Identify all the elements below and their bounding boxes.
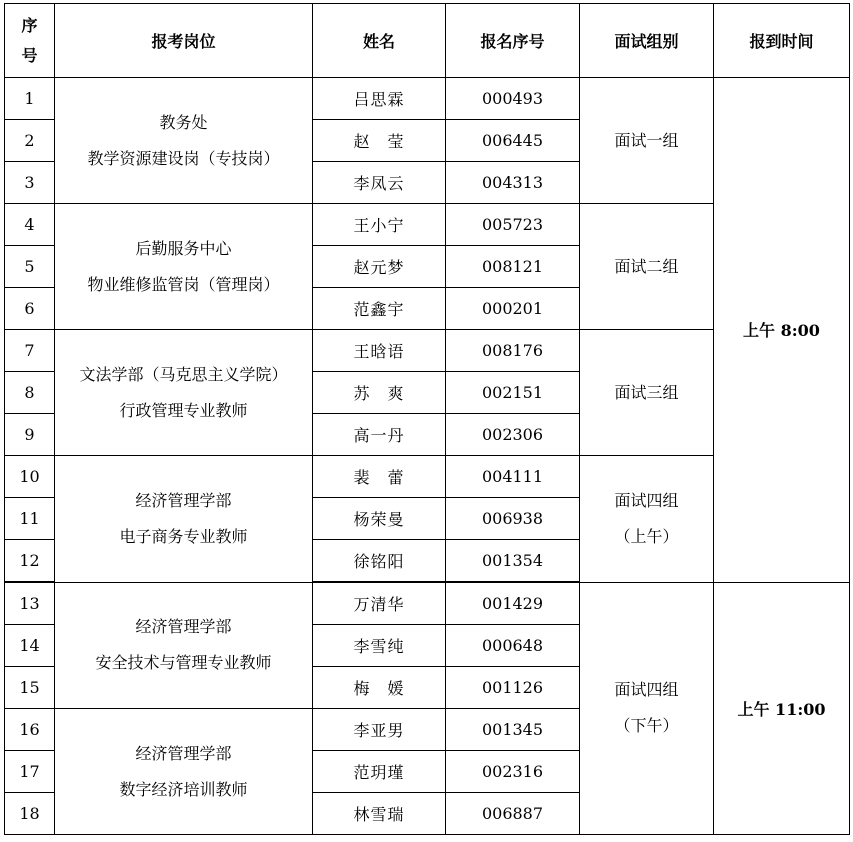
- registration-number: 005723: [446, 204, 580, 246]
- position-dept: 后勤服务中心: [135, 238, 232, 258]
- position-dept: 文法学部（马克思主义学院）: [79, 364, 288, 384]
- registration-number: 001126: [446, 667, 580, 709]
- candidate-name: 高一丹: [313, 414, 446, 456]
- row-index: 8: [5, 372, 55, 414]
- group-cell: [580, 456, 714, 583]
- group-cell: [580, 582, 714, 835]
- registration-number: 004111: [446, 456, 580, 498]
- header-position: 报考岗位: [55, 4, 313, 78]
- group-cell: [580, 78, 714, 204]
- registration-number: 006445: [446, 120, 580, 162]
- position-dept: 经济管理学部: [135, 743, 232, 763]
- header-index-line1: 序: [21, 15, 38, 35]
- registration-number: 002151: [446, 372, 580, 414]
- group-session: （下午）: [614, 716, 679, 736]
- candidate-name: 赵 莹: [313, 120, 446, 162]
- header-reg-no: 报名序号: [446, 4, 580, 78]
- registration-number: 006938: [446, 498, 580, 540]
- row-index: 11: [5, 498, 55, 540]
- table-row: [5, 78, 850, 120]
- header-index-line2: 号: [21, 45, 38, 65]
- row-index: 3: [5, 162, 55, 204]
- row-index: 6: [5, 288, 55, 330]
- candidate-name: 王小宁: [313, 204, 446, 246]
- report-time-cell: 上午 11:00: [714, 582, 850, 835]
- position-title: 安全技术与管理专业教师: [95, 653, 272, 673]
- candidate-name: 李雪纯: [313, 625, 446, 667]
- candidate-name: 吕思霖: [313, 78, 446, 120]
- candidate-name: 徐铭阳: [313, 540, 446, 583]
- row-index: 16: [5, 709, 55, 751]
- candidate-name: 王晗语: [313, 330, 446, 372]
- position-title: 行政管理专业教师: [119, 400, 248, 420]
- candidate-name: 赵元梦: [313, 246, 446, 288]
- row-index: 12: [5, 540, 55, 583]
- candidate-name: 万清华: [313, 582, 446, 625]
- header-index: [5, 4, 55, 78]
- row-index: 14: [5, 625, 55, 667]
- candidate-name: 范玥瑾: [313, 751, 446, 793]
- registration-number: 002316: [446, 751, 580, 793]
- row-index: 2: [5, 120, 55, 162]
- interview-schedule-table: [4, 3, 850, 835]
- candidate-name: 李亚男: [313, 709, 446, 751]
- group-session: （上午）: [614, 526, 679, 546]
- position-cell: [55, 456, 313, 583]
- position-cell: [55, 709, 313, 835]
- row-index: 5: [5, 246, 55, 288]
- group-name: 面试一组: [614, 130, 679, 150]
- registration-number: 001429: [446, 582, 580, 625]
- candidate-name: 杨荣曼: [313, 498, 446, 540]
- header-time: 报到时间: [714, 4, 850, 78]
- registration-number: 006887: [446, 793, 580, 835]
- group-name: 面试四组: [614, 490, 679, 510]
- position-cell: [55, 204, 313, 330]
- position-cell: [55, 78, 313, 204]
- group-name: 面试二组: [614, 256, 679, 276]
- row-index: 7: [5, 330, 55, 372]
- candidate-name: 裴 蕾: [313, 456, 446, 498]
- row-index: 18: [5, 793, 55, 835]
- registration-number: 008121: [446, 246, 580, 288]
- position-title: 电子商务专业教师: [119, 526, 248, 546]
- group-name: 面试四组: [614, 680, 679, 700]
- group-name: 面试三组: [614, 382, 679, 402]
- registration-number: 000648: [446, 625, 580, 667]
- position-cell: [55, 330, 313, 456]
- registration-number: 000493: [446, 78, 580, 120]
- header-row: [5, 4, 850, 78]
- candidate-name: 梅 媛: [313, 667, 446, 709]
- row-index: 9: [5, 414, 55, 456]
- table-row: [5, 582, 850, 625]
- registration-number: 002306: [446, 414, 580, 456]
- header-name: 姓名: [313, 4, 446, 78]
- group-cell: [580, 204, 714, 330]
- position-title: 物业维修监管岗（管理岗）: [87, 274, 280, 294]
- row-index: 10: [5, 456, 55, 498]
- position-dept: 经济管理学部: [135, 617, 232, 637]
- position-title: 教学资源建设岗（专技岗）: [87, 148, 280, 168]
- group-cell: [580, 330, 714, 456]
- candidate-name: 李凤云: [313, 162, 446, 204]
- row-index: 17: [5, 751, 55, 793]
- registration-number: 004313: [446, 162, 580, 204]
- position-dept: 教务处: [159, 112, 208, 132]
- registration-number: 008176: [446, 330, 580, 372]
- row-index: 1: [5, 78, 55, 120]
- registration-number: 001354: [446, 540, 580, 583]
- report-time-cell: 上午 8:00: [714, 78, 850, 583]
- row-index: 13: [5, 582, 55, 625]
- position-title: 数字经济培训教师: [119, 779, 248, 799]
- candidate-name: 林雪瑞: [313, 793, 446, 835]
- registration-number: 001345: [446, 709, 580, 751]
- row-index: 4: [5, 204, 55, 246]
- registration-number: 000201: [446, 288, 580, 330]
- candidate-name: 苏 爽: [313, 372, 446, 414]
- candidate-name: 范鑫宇: [313, 288, 446, 330]
- position-dept: 经济管理学部: [135, 490, 232, 510]
- header-group: 面试组别: [580, 4, 714, 78]
- row-index: 15: [5, 667, 55, 709]
- position-cell: [55, 582, 313, 709]
